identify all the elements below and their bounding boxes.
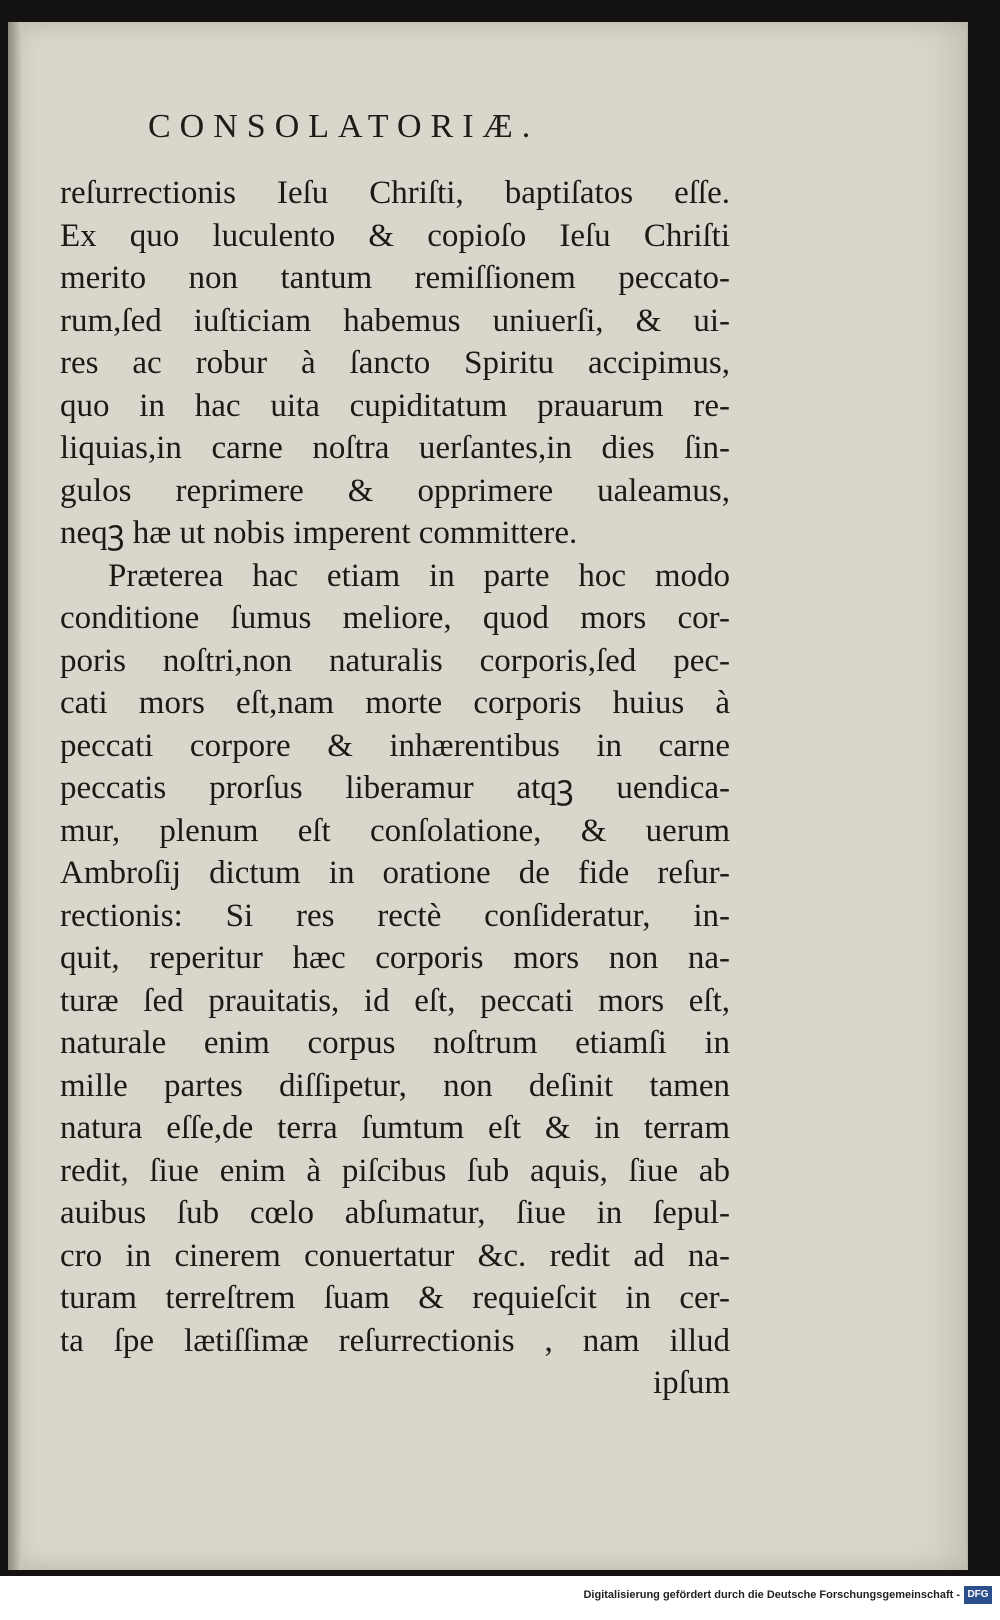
funding-credit: Digitalisierung gefördert durch die Deutsche Forschungsgemeinschaft - [583,1589,960,1601]
text-line: Ambroſij dictum in oratione de fide reſur- [60,855,730,891]
page-gutter-shadow [8,22,22,1570]
text-line: liquias,in carne noſtra uerſantes,in dies ſin- [60,430,730,466]
text-line: peccati corpore & inhærentibus in carne [60,727,730,764]
text-line: gulos reprimere & opprimere ualeamus, [60,472,730,509]
text-line: neqꝫ hæ ut nobis imperent committere. [60,515,578,551]
book-page [8,22,968,1570]
text-line: poris noſtri,non naturalis corporis,ſed pec- [60,642,730,679]
text-line: rectionis: Si res rectè conſideratur, in- [60,897,730,934]
paragraph-start-line: Præterea hac etiam in parte hoc modo [108,557,730,594]
body-text [60,172,730,1405]
text-line: conditione ſumus meliore, quod mors cor- [60,600,730,636]
text-line: cro in cinerem conuertatur &c. redit ad na- [60,1237,730,1274]
text-line: res ac robur à ſancto Spiritu accipimus, [60,345,730,381]
text-line: peccatis prorſus liberamur atqꝫ uendica- [60,770,730,806]
text-line: merito non tantum remiſſionem peccato- [60,260,730,296]
text-line: mille partes diſſipetur, non deſinit tamen [60,1067,730,1104]
text-line: cati mors eſt,nam morte corporis huius à [60,685,730,721]
text-line: naturale enim corpus noſtrum etiamſi in [60,1025,730,1061]
text-line: rum,ſed iuſticiam habemus uniuerſi, & ui- [60,302,730,339]
catchword: ipſum [652,1365,730,1401]
running-head: CONSOLATORIÆ. [148,108,540,145]
text-line: mur, plenum eſt conſolatione, & uerum [60,812,730,849]
text-line: ta ſpe lætiſſimæ reſurrectionis , nam illud [60,1322,730,1359]
text-line: quo in hac uita cupiditatum prauarum re- [60,387,730,424]
text-line: quit, reperitur hæc corporis mors non na- [60,940,730,976]
text-line: Ex quo luculento & copioſo Ieſu Chriſti [60,217,730,254]
text-line: auibus ſub cœlo abſumatur, ſiue in ſepul- [60,1195,730,1231]
text-line: turam terreſtrem ſuam & requieſcit in cer- [60,1280,730,1316]
text-line: natura eſſe,de terra ſumtum eſt & in terram [60,1110,730,1146]
digitization-footer [0,1576,1000,1620]
text-line: redit, ſiue enim à piſcibus ſub aquis, ſiue ab [60,1152,730,1189]
text-line: turæ ſed prauitatis, id eſt, peccati mors eſt, [60,982,730,1019]
text-line: reſurrectionis Ieſu Chriſti, baptiſatos eſſe. [60,175,730,211]
dfg-logo: DFG [964,1586,992,1604]
